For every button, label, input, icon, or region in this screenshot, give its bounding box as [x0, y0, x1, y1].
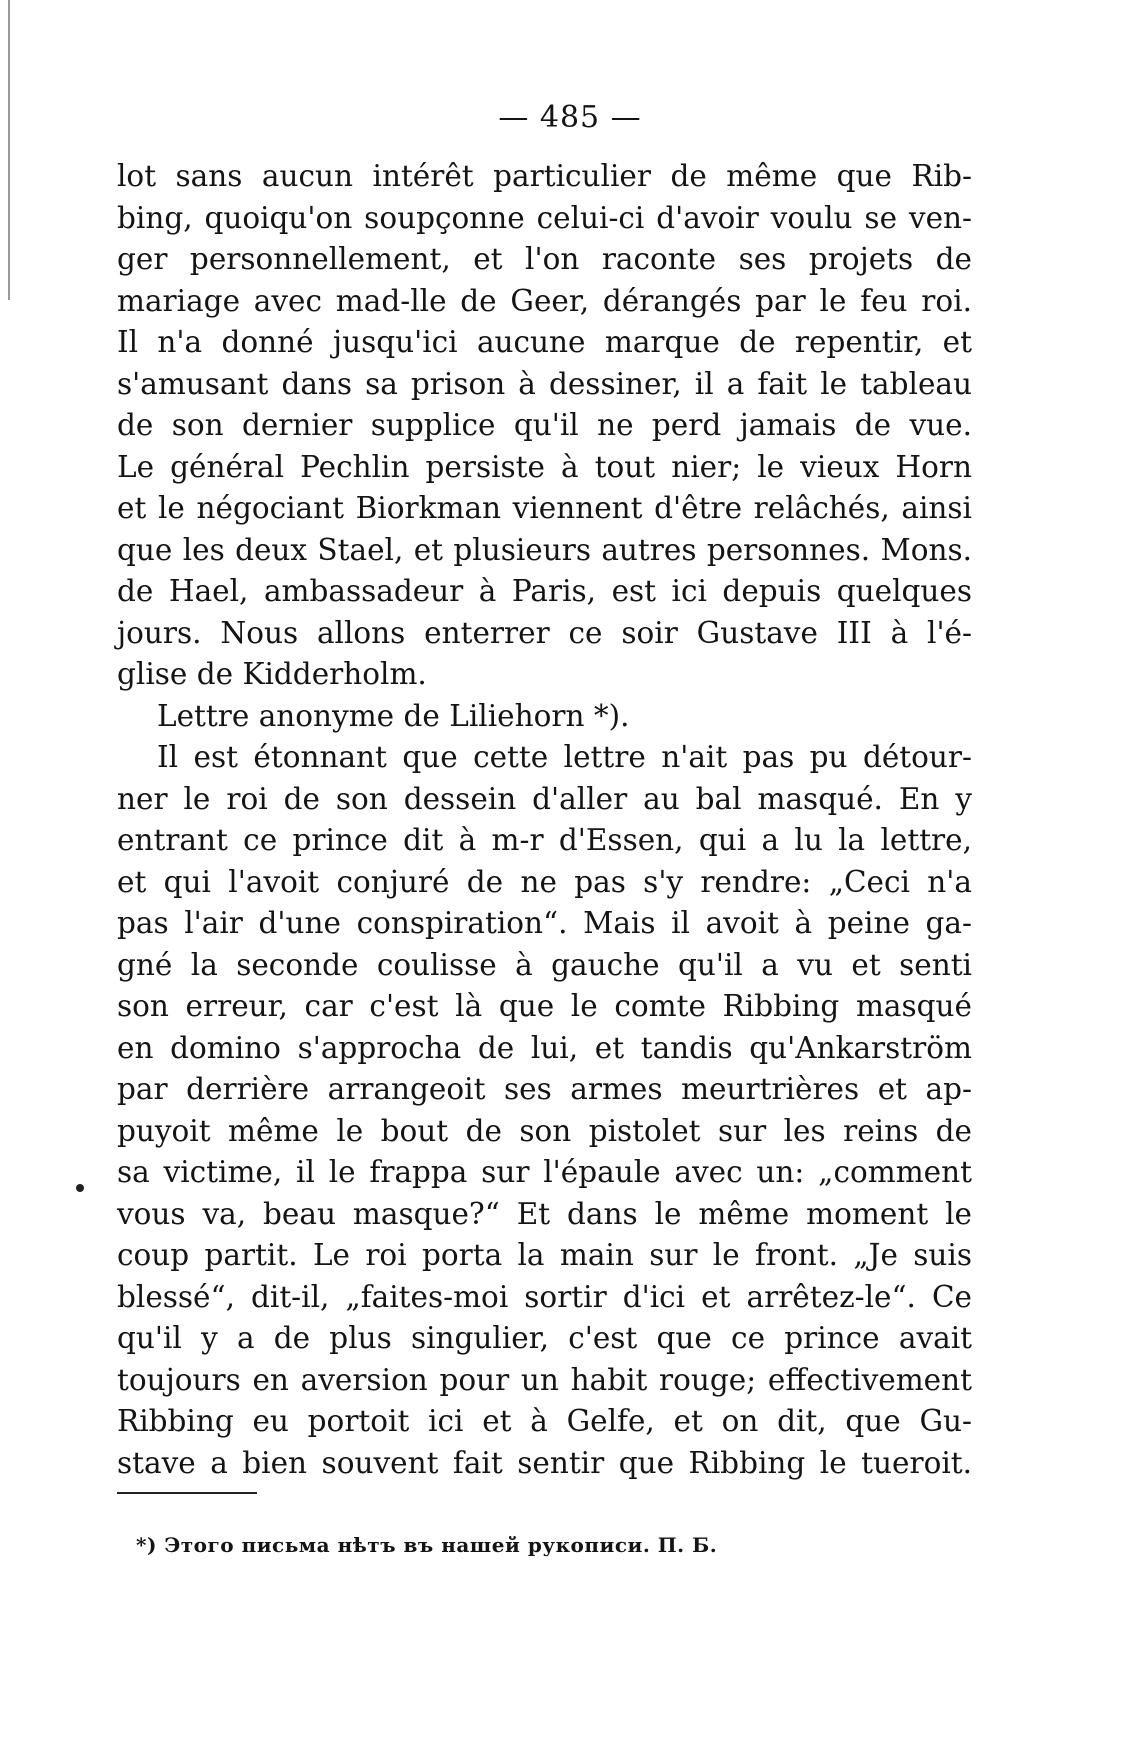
text-line: puyoit même le bout de son pistolet sur les reins de [117, 1113, 972, 1148]
text-line: s'amusant dans sa prison à dessiner, il a fait le tableau [117, 366, 972, 401]
text-line: lot sans aucun intérêt particulier de même que Rib- [117, 159, 972, 193]
text-line: glise de Kidderholm. [117, 657, 427, 691]
text-line: ner le roi de son dessein d'aller au bal masqué. En y [117, 781, 972, 816]
text-line: stave a bien souvent fait sentir que Ribbing le tueroit. [117, 1445, 972, 1480]
text-line: sa victime, il le frappa sur l'épaule avec un: „comment [117, 1155, 972, 1189]
text-line: gné la seconde coulisse à gauche qu'il a vu et senti [117, 947, 972, 982]
text-line: Il est étonnant que cette lettre n'ait pas pu détour- [157, 740, 972, 774]
text-line: de son dernier supplice qu'il ne perd jamais de vue. [117, 408, 972, 442]
text-line: Il n'a donné jusqu'ici aucune marque de repentir, et [117, 325, 972, 359]
footnote: *) Этого письма нѣтъ въ нашей рукописи. П. Б. [136, 1533, 718, 1557]
text-line: vous va, beau masque?“ Et dans le même moment le [117, 1196, 972, 1231]
text-line: par derrière arrangeoit ses armes meurtrières et ap- [117, 1072, 972, 1106]
text-line: jours. Nous allons enterrer ce soir Gustave III à l'é- [117, 615, 972, 650]
body-text [117, 156, 972, 1484]
page-number: — 485 — [498, 100, 642, 135]
text-line: Le général Pechlin persiste à tout nier; le vieux Horn [117, 449, 972, 484]
margin-dot [76, 1184, 84, 1192]
text-line: mariage avec mad-lle de Geer, dérangés par le feu roi. [117, 283, 972, 318]
text-line: ger personnellement, et l'on raconte ses projets de [117, 242, 972, 276]
text-line: coup partit. Le roi porta la main sur le front. „Je suis [117, 1238, 972, 1272]
text-line: et qui l'avoit conjuré de ne pas s'y rendre: „Ceci n'a [117, 864, 972, 899]
text-line: de Hael, ambassadeur à Paris, est ici depuis quelques [117, 574, 972, 608]
footnote-divider [117, 1492, 257, 1494]
text-line: en domino s'approcha de lui, et tandis qu'Ankarström [117, 1030, 972, 1065]
text-line: pas l'air d'une conspiration“. Mais il avoit à peine ga- [117, 906, 972, 940]
text-line: entrant ce prince dit à m-r d'Essen, qui a lu la lettre, [117, 823, 972, 857]
text-line: Ribbing eu portoit ici et à Gelfe, et on dit, que Gu- [117, 1404, 972, 1438]
section-heading: Lettre anonyme de Liliehorn *). [157, 698, 630, 733]
text-line: qu'il y a de plus singulier, c'est que ce prince avait [117, 1321, 972, 1355]
text-line: blessé“, dit-il, „faites-moi sortir d'ici et arrêtez-le“. Ce [117, 1279, 972, 1314]
text-line: que les deux Stael, et plusieurs autres personnes. Mons. [117, 532, 972, 567]
page-edge-line [8, 0, 10, 300]
text-line: son erreur, car c'est là que le comte Ribbing masqué [117, 989, 972, 1023]
text-line: bing, quoiqu'on soupçonne celui-ci d'avoir voulu se ven- [117, 200, 972, 235]
text-line: et le négociant Biorkman viennent d'être relâchés, ainsi [117, 491, 972, 525]
text-line: toujours en aversion pour un habit rouge; effectivement [117, 1362, 972, 1397]
